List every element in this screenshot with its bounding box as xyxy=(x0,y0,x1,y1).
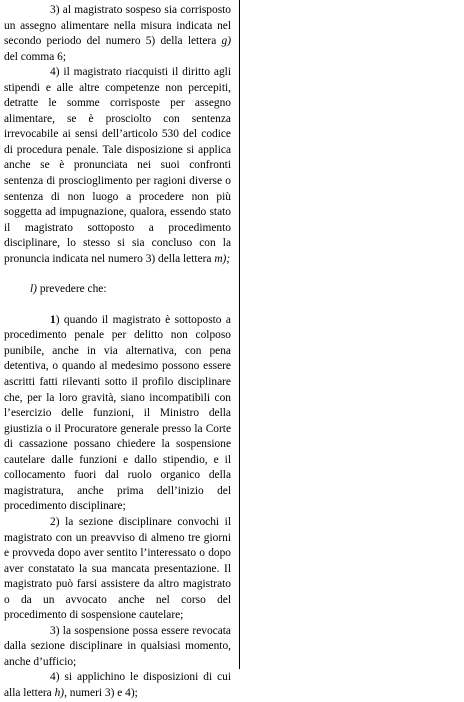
text-segment: 4) il magistrato riacquisti il diritto agli stipendi e alle altre competenze non percepiti, detratte le somme corrisposte per assegno alimentare, se è prosciolto con sentenza irrevocabile ai sensi dell’articolo 530 del codice di procedura penale. Tale disposizione si applica anche se è pronunciata nei suoi confronti sentenza di proscioglimento per ragioni diverse o sentenza di non luogo a procedere non più soggetta ad impugnazione, qualora, essendo stato il magistrato sottoposto a procedimento disciplinare, lo stesso si sia concluso con la pronuncia indicata nel numero 3) della lettera xyxy=(4,66,231,265)
text-segment: 3) al magistrato sospeso sia corrisposto un assegno alimentare nella misura indicata nel secondo periodo del numero 5) della lettera xyxy=(4,4,231,48)
text-segment: del comma 6; xyxy=(4,50,66,63)
paragraph-sospensione-cautelare xyxy=(4,313,231,515)
text-segment-italic: l) xyxy=(30,283,37,296)
text-segment: 2) la sezione disciplinare convochi il magistrato con un preavviso di almeno tre giorni e provveda dopo aver sentito l’interessato o dopo aver constatato la sua mancata presentazione. Il magistrato può farsi assistere da altro magistrato o da un avvocato anche nel corso del procedimento di sospensione cautelare; xyxy=(4,515,231,622)
text-segment-italic: h) xyxy=(54,686,65,699)
paragraph-disposizioni xyxy=(4,670,231,701)
text-segment: 4) si applichino le disposizioni di cui alla lettera xyxy=(4,671,231,699)
paragraph-riacquisti-diritto xyxy=(4,65,231,267)
text-segment-italic: m); xyxy=(214,252,231,265)
paragraph-sospeso-assegno xyxy=(4,3,231,65)
text-segment: prevedere che: xyxy=(36,283,107,296)
text-segment-italic: g) xyxy=(221,35,231,48)
column-divider xyxy=(239,0,240,669)
text-segment: ) quando il magistrato è sottoposto a procedimento penale per delitto non colposo punibile, anche in via alternativa, con pena detentiva, o quando al medesimo possono essere ascritti fatti rilevanti sotto il profilo disciplinare che, per la loro gravità, siano incompatibili con l’esercizio delle funzioni, il Ministro della giustizia o il Procuratore generale presso la Corte di cassazione possano chiedere la sospensione cautelare dalle funzioni e dallo stipendio, e il collocamento fuori dal ruolo organico della magistratura, anche prima dell’inizio del procedimento disciplinare; xyxy=(4,313,231,513)
text-segment-bold: 1 xyxy=(50,313,56,326)
text-segment: 3) la sospensione possa essere revocata dalla sezione disciplinare in qualsiasi momento, anche d’ufficio; xyxy=(4,624,231,668)
paragraph-lettera-l xyxy=(4,282,231,298)
text-column xyxy=(4,3,231,702)
text-segment: , numeri 3) e 4); xyxy=(64,686,138,699)
paragraph-revoca xyxy=(4,624,231,671)
paragraph-convocazione xyxy=(4,515,231,624)
